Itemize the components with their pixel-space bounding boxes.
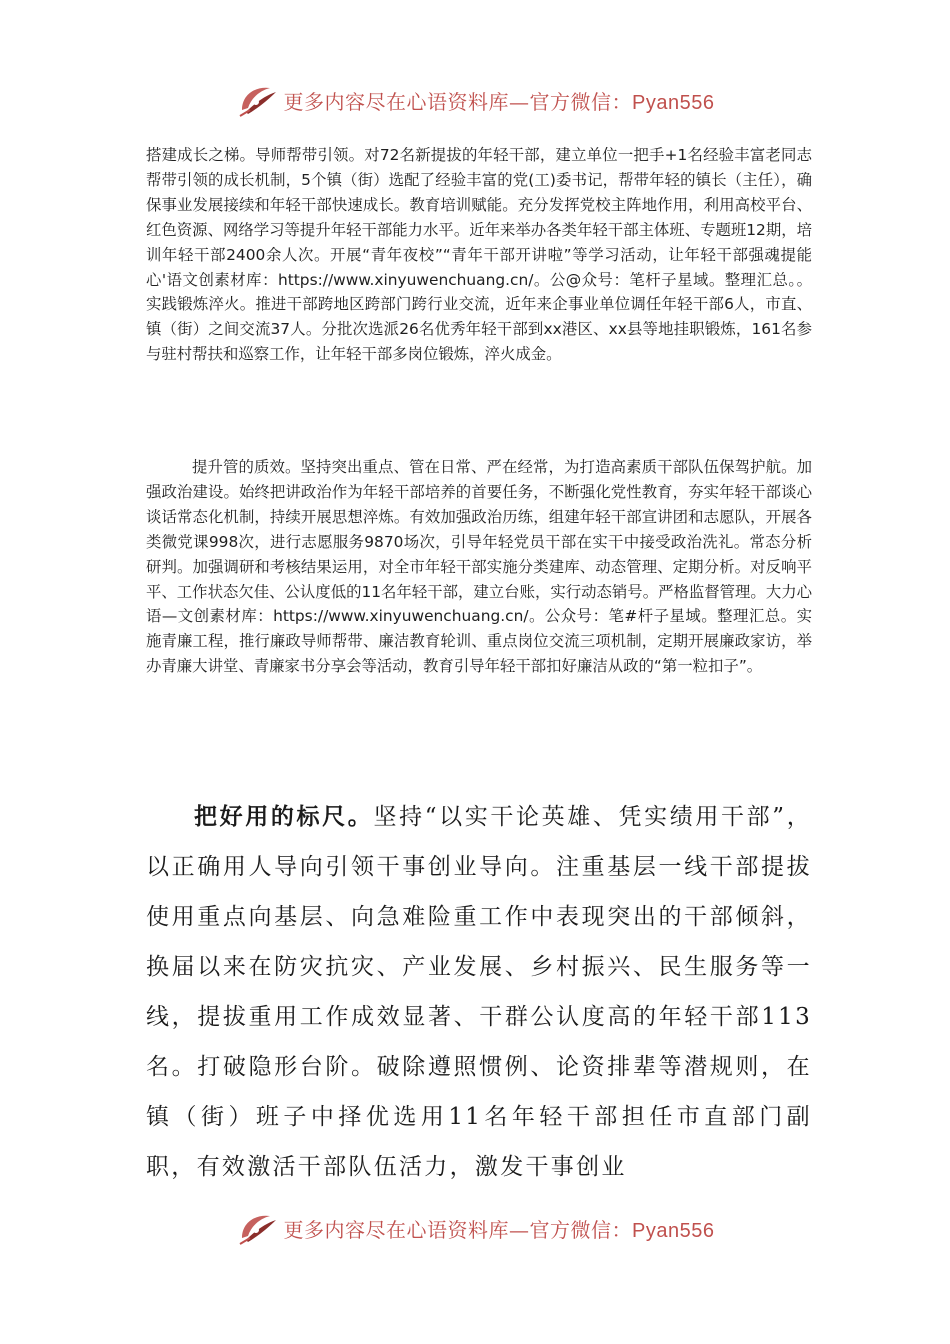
footer-banner — [0, 1204, 950, 1252]
header-banner — [0, 76, 950, 124]
section-body-text: 坚持“以实干论英雄、凭实绩用干部”，以正确用人导向引领干事创业导向。注重基层一线干部提拔使用重点向基层、向急难险重工作中表现突出的干部倾斜，换届以来在防灾抗灾、产业发展、乡村振兴、民生服务等一线，提拔重用工作成效显著、干群公认度高的年轻干部113名。打破隐形台阶。破除遵照惯例、论资排辈等潜规则，在镇（街）班子中择优选用11名年轻干部担任市直部门副职，有效激活干部队伍活力，激发干事创业 — [146, 804, 812, 1180]
banner-text: 更多内容尽在心语资料库—官方微信：Pyan556 — [283, 1217, 715, 1242]
wechat-id: Pyan556 — [632, 1219, 715, 1242]
pen-nib-logo-icon — [236, 1208, 280, 1248]
section-lead-heading: 把好用的标尺。 — [194, 803, 374, 830]
body-paragraph-1: 搭建成长之梯。导师帮带引领。对72名新提拔的年轻干部，建立单位一把手+1名经验丰富老同志帮带引领的成长机制，5个镇（街）选配了经验丰富的党(工)委书记，帮带年轻的镇长（主任），确保事业发展接续和年轻干部快速成长。教育培训赋能。充分发挥党校主阵地作用，利用高校平台、红色资源、网络学习等提升年轻干部能力水平。近年来举办各类年轻干部主体班、专题班12期，培训年轻干部2400余人次。开展“青年夜校”“青年干部开讲啦”等学习活动，让年轻干部强魂提能心'语文创素材库：https://www.xinyuwenchuang.cn/。公@众号：笔杆子星域。整理汇总。。实践锻炼淬火。推进干部跨地区跨部门跨行业交流，近年来企事业单位调任年轻干部6人，市直、镇（街）之间交流37人。分批次选派26名优秀年轻干部到xx港区、xx县等地挂职锻炼，161名参与驻村帮扶和巡察工作，让年轻干部多岗位锻炼，淬火成金。 — [146, 146, 812, 364]
body-paragraph-2: 提升管的质效。坚持突出重点、管在日常、严在经常，为打造高素质干部队伍保驾护航。加强政治建设。始终把讲政治作为年轻干部培养的首要任务，不断强化党性教育，夯实年轻干部谈心谈话常态化机制，持续开展思想淬炼。有效加强政治历练，组建年轻干部宣讲团和志愿队，开展各类微党课998次，进行志愿服务9870场次，引导年轻党员干部在实干中接受政治洗礼。常态分析研判。加强调研和考核结果运用，对全市年轻干部实施分类建库、动态管理、定期分析。对反响平平、工作状态欠佳、公认度低的11名年轻干部，建立台账，实行动态销号。严格监督管理。大力心语—文创素材库：https://www.xinyuwenchuang.cn/。公众号：笔#杆子星域。整理汇总。实施青廉工程，推行廉政导师帮带、廉洁教育轮训、重点岗位交流三项机制，定期开展廉政家访，举办青廉大讲堂、青廉家书分享会等活动，教育引导年轻干部扣好廉洁从政的“第一粒扣子”。 — [146, 458, 812, 676]
banner-text: 更多内容尽在心语资料库—官方微信：Pyan556 — [283, 89, 715, 114]
pen-nib-logo-icon — [236, 80, 280, 120]
wechat-id: Pyan556 — [632, 91, 715, 114]
body-paragraph-3 — [146, 792, 812, 1192]
